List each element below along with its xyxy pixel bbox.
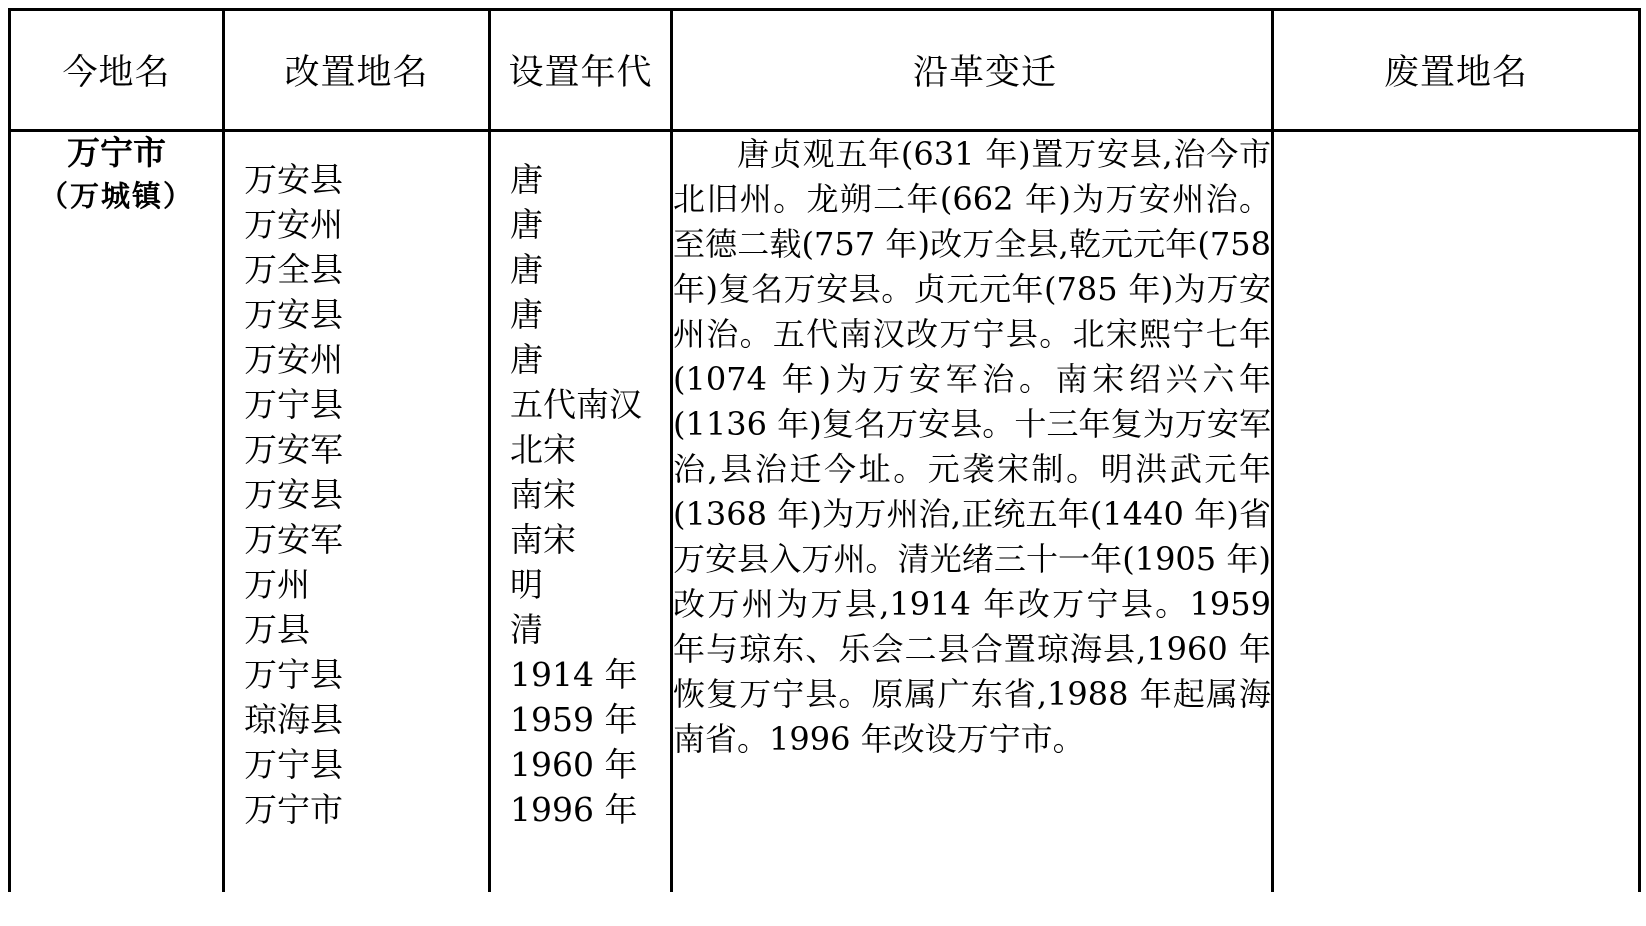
established-era-item: 1996 年 xyxy=(510,790,638,829)
established-era-item: 1914 年 xyxy=(510,655,638,694)
established-era-item: 北宋 xyxy=(510,430,576,469)
renamed-name-item: 万安县 xyxy=(244,475,343,514)
established-era-item: 南宋 xyxy=(510,520,576,559)
established-era-item: 清 xyxy=(510,610,543,649)
renamed-name-item: 万宁市 xyxy=(244,790,343,829)
established-era-item: 唐 xyxy=(510,250,543,289)
current-place-seat: （万城镇） xyxy=(38,179,194,213)
table-header-row xyxy=(10,10,1640,131)
renamed-name-item: 万安州 xyxy=(244,340,343,379)
renamed-name-item: 万宁县 xyxy=(244,655,343,694)
established-era-item: 唐 xyxy=(510,295,543,334)
place-name-history-table xyxy=(8,8,1641,892)
established-era-list xyxy=(491,132,670,832)
renamed-name-item: 万安州 xyxy=(244,205,343,244)
current-place-name: 万宁市 xyxy=(67,133,166,172)
abolished-names-cell xyxy=(1273,131,1640,893)
renamed-name-item: 万安军 xyxy=(244,520,343,559)
renamed-name-item: 万全县 xyxy=(244,250,343,289)
renamed-name-item: 万宁县 xyxy=(244,385,343,424)
header-renamed-names: 改置地名 xyxy=(224,10,490,131)
established-era-item: 唐 xyxy=(510,205,543,244)
renamed-name-item: 万安军 xyxy=(244,430,343,469)
header-current-name: 今地名 xyxy=(10,10,224,131)
renamed-name-item: 万宁县 xyxy=(244,745,343,784)
established-era-item: 唐 xyxy=(510,160,543,199)
table-row xyxy=(10,131,1640,893)
established-era-cell xyxy=(490,131,672,893)
established-era-item: 明 xyxy=(510,565,543,604)
established-era-item: 1960 年 xyxy=(510,745,638,784)
established-era-item: 南宋 xyxy=(510,475,576,514)
renamed-name-item: 万县 xyxy=(244,610,310,649)
established-era-item: 唐 xyxy=(510,340,543,379)
renamed-name-item: 万州 xyxy=(244,565,310,604)
renamed-name-item: 万安县 xyxy=(244,160,343,199)
renamed-name-item: 万安县 xyxy=(244,295,343,334)
header-history: 沿革变迁 xyxy=(672,10,1273,131)
header-established-era: 设置年代 xyxy=(490,10,672,131)
renamed-name-item: 琼海县 xyxy=(244,700,343,739)
established-era-item: 五代南汉 xyxy=(510,385,642,424)
renamed-names-list xyxy=(225,132,488,832)
current-name-cell xyxy=(10,131,224,893)
header-abolished-names: 废置地名 xyxy=(1273,10,1640,131)
established-era-item: 1959 年 xyxy=(510,700,638,739)
renamed-names-cell xyxy=(224,131,490,893)
history-cell: 唐贞观五年(631 年)置万安县,治今市北旧州。龙朔二年(662 年)为万安州治。至德二载(757 年)改万全县,乾元元年(758 年)复名万安县。贞元元年(785 年)为万安州治。五代南汉改万宁县。北宋熙宁七年(1074 年)为万安军治。南宋绍兴六年(1136 年)复名万安县。十三年复为万安军治,县治迁今址。元袭宋制。明洪武元年(1368 年)为万州治,正统五年(1440 年)省万安县入万州。清光绪三十一年(1905 年)改万州为万县,1914 年改万宁县。1959 年与琼东、乐会二县合置琼海县,1960 年恢复万宁县。原属广东省,1988 年起属海南省。1996 年改设万宁市。 xyxy=(672,131,1273,893)
